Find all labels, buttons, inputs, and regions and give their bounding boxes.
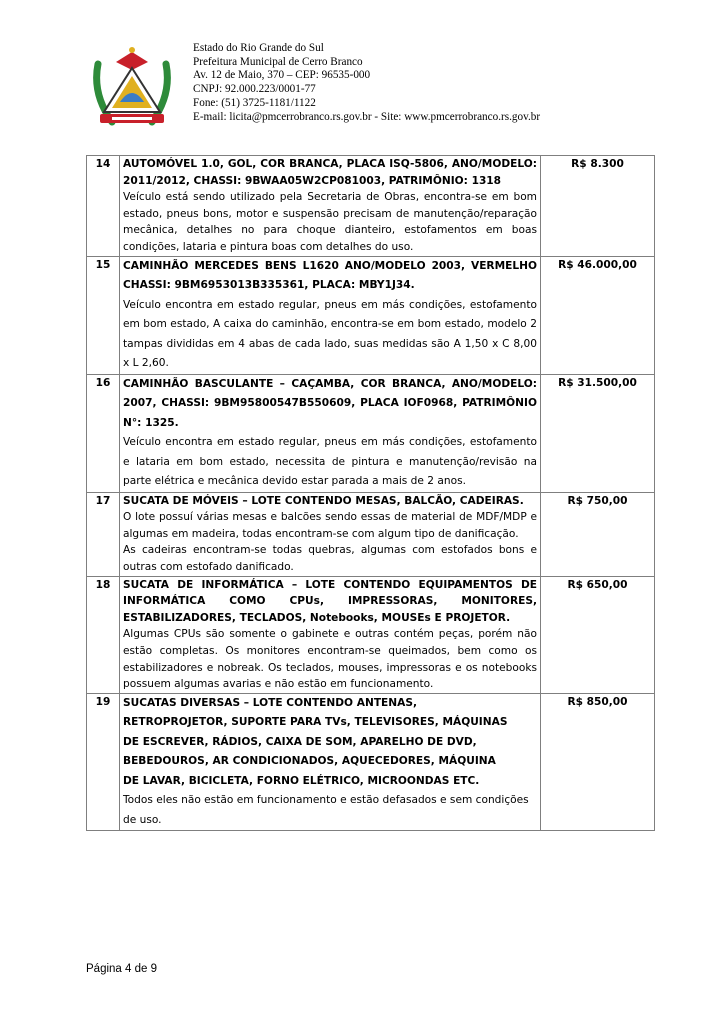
table-row [87, 576, 655, 693]
item-title: CAMINHÃO BASCULANTE – CAÇAMBA, COR BRANCA, ANO/MODELO: 2007, CHASSI: 9BM95800547B550609, PLACA IOF0968, PATRIMÔNIO N°: 1325. [123, 377, 537, 429]
table-row [87, 256, 655, 374]
letterhead [86, 38, 646, 138]
item-description: O lote possuí várias mesas e balcões sendo essas de material de MDF/MDP e algumas em madeira, todas encontram-se com algum tipo de danificação. [123, 511, 537, 540]
letterhead-contact: E-mail: licita@pmcerrobranco.rs.gov.br - Site: www.pmcerrobranco.rs.gov.br [193, 110, 541, 123]
item-number: 16 [87, 374, 120, 492]
item-description-cell [120, 693, 541, 831]
item-description-cell [120, 492, 541, 576]
item-number: 19 [87, 693, 120, 831]
letterhead-cnpj: CNPJ: 92.000.223/0001-77 [193, 83, 316, 96]
item-price: R$ 650,00 [541, 576, 655, 693]
item-title-line: DE ESCREVER, RÁDIOS, CAIXA DE SOM, APARELHO DE DVD, [123, 735, 477, 748]
item-description: Todos eles não estão em funcionamento e estão defasados e sem condições de uso. [123, 794, 529, 826]
item-title: CAMINHÃO MERCEDES BENS L1620 ANO/MODELO 2003, VERMELHO CHASSI: 9BM6953013B335361, PLACA: MBY1J34. [123, 259, 537, 292]
item-description: Veículo encontra em estado regular, pneus em más condições, estofamento em bom estado, A caixa do caminhão, encontra-se em bom estado, modelo 2 tampas divididas em 4 abas de cada lado, suas medidas são A 1,50 x C 8,00 x L 2,60. [123, 298, 537, 370]
table-row [87, 374, 655, 492]
item-price: R$ 46.000,00 [541, 256, 655, 374]
municipal-crest-icon [90, 44, 174, 128]
item-description-cell [120, 256, 541, 374]
letterhead-text [193, 42, 540, 124]
item-title: SUCATA DE INFORMÁTICA – LOTE CONTENDO EQUIPAMENTOS DE INFORMÁTICA COMO CPUs, IMPRESSORAS, MONITORES, ESTABILIZADORES, TECLADOS, Notebooks, MOUSEs E PROJETOR. [123, 578, 537, 624]
item-description-extra: As cadeiras encontram-se todas quebras, algumas com estofados bons e outras com estofado danificado. [123, 544, 537, 573]
item-title-line: BEBEDOUROS, AR CONDICIONADOS, AQUECEDORES, MÁQUINA [123, 755, 496, 768]
item-description: Veículo encontra em estado regular, pneus em más condições, estofamento e lataria em bom estado, necessita de pintura e manutenção/revisão na parte elétrica e mecânica devido estar parada a mais de 2 anos. [123, 436, 537, 488]
item-title: SUCATA DE MÓVEIS – LOTE CONTENDO MESAS, BALCÃO, CADEIRAS. [123, 494, 524, 507]
item-price: R$ 850,00 [541, 693, 655, 831]
item-number: 14 [87, 156, 120, 257]
item-title: AUTOMÓVEL 1.0, GOL, COR BRANCA, PLACA ISQ-5806, ANO/MODELO: 2011/2012, CHASSI: 9BWAA05W2CP081003, PATRIMÔNIO: 1318 [123, 158, 537, 187]
item-description: Algumas CPUs são somente o gabinete e outras contém peças, porém não estão completas. Os monitores encontram-se queimados, bem como os estabilizadores e nobreak. Os teclados, mouses, impressoras e os notebooks possuem algumas avarias e não estão em funcionamento. [123, 628, 537, 691]
page-number: Página 4 de 9 [86, 963, 157, 975]
item-description-cell [120, 576, 541, 693]
table-row [87, 156, 655, 257]
item-title-line: RETROPROJETOR, SUPORTE PARA TVs, TELEVISORES, MÁQUINAS [123, 716, 508, 729]
letterhead-phone: Fone: (51) 3725-1181/1122 [193, 96, 316, 109]
table-row [87, 492, 655, 576]
item-description-cell [120, 156, 541, 257]
item-price: R$ 8.300 [541, 156, 655, 257]
letterhead-state: Estado do Rio Grande do Sul [193, 42, 324, 54]
letterhead-prefecture: Prefeitura Municipal de Cerro Branco [193, 55, 363, 68]
letterhead-address: Av. 12 de Maio, 370 – CEP: 96535-000 [193, 69, 371, 82]
item-title-line: DE LAVAR, BICICLETA, FORNO ELÉTRICO, MICROONDAS ETC. [123, 774, 480, 787]
item-title-line: SUCATAS DIVERSAS – LOTE CONTENDO ANTENAS, [123, 696, 418, 709]
item-description-cell [120, 374, 541, 492]
item-number: 17 [87, 492, 120, 576]
item-price: R$ 31.500,00 [541, 374, 655, 492]
item-number: 18 [87, 576, 120, 693]
item-description: Veículo está sendo utilizado pela Secretaria de Obras, encontra-se em bom estado, pneus bons, motor e suspensão precisam de manutenção/reparação mecânica, detalhes no para choque dianteiro, estofamentos em boas condições, lataria e pintura boas com detalhes do uso. [123, 191, 537, 253]
item-number: 15 [87, 256, 120, 374]
table-row [87, 693, 655, 831]
items-table [86, 155, 655, 831]
item-price: R$ 750,00 [541, 492, 655, 576]
